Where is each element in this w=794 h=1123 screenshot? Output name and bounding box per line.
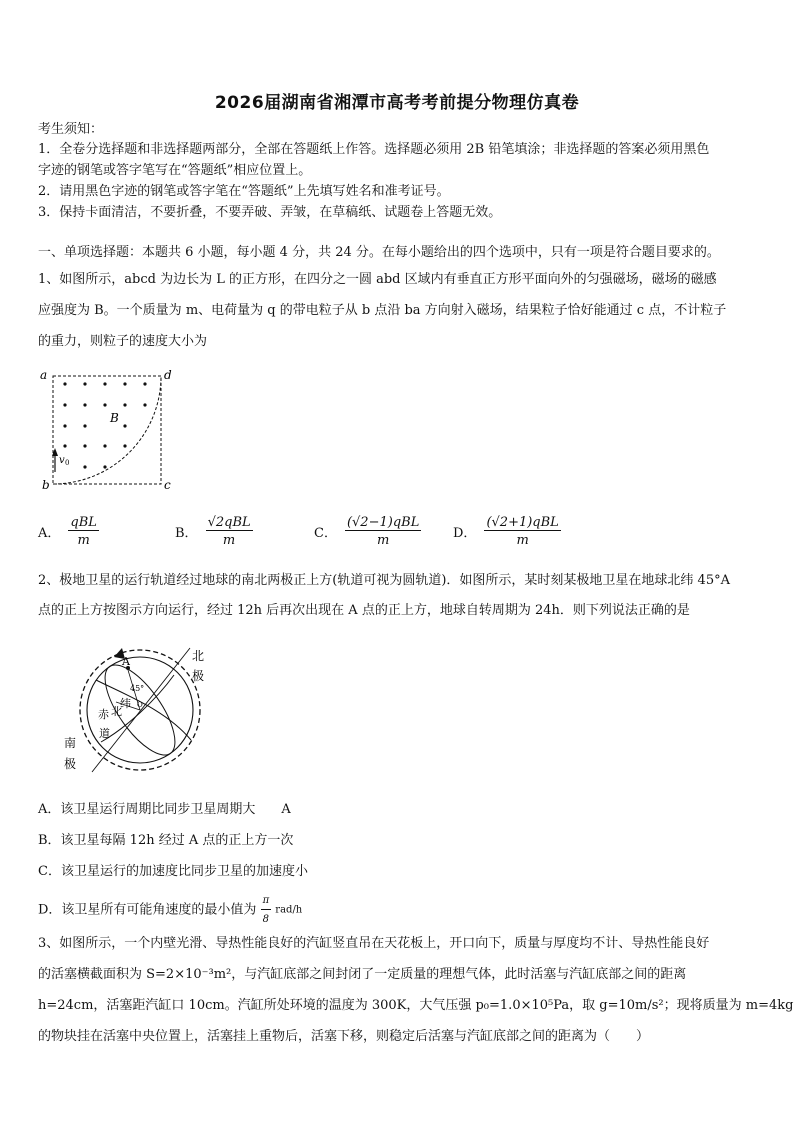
label-center-O: O [137, 701, 143, 709]
notice-item: 字迹的钢笔或答字笔写在“答题纸”相应位置上。 [38, 163, 312, 178]
label-a: a [40, 368, 48, 382]
question-1-option-c[interactable]: C． $\frac{\text{(√2−1)qBL}}{m}$ [314, 515, 420, 548]
label-south: 南 [64, 736, 77, 750]
label-north: 北 [192, 649, 205, 663]
label-45-degrees: 45° [130, 684, 145, 693]
label-field-B: B [110, 411, 119, 425]
notice-heading: 考生须知： [38, 122, 104, 137]
question-1-option-d[interactable]: D． $\frac{\text{(√2+1)qBL}}{m}$ [453, 515, 559, 548]
question-1-text: 应强度为 B。一个质量为 m、电荷量为 q 的带电粒子从 b 点沿 ba 方向射入磁场，结果粒子恰好能通过 c 点，不计粒子 [38, 303, 727, 318]
question-3-text: h=24cm，活塞距汽缸口 10cm。汽缸所处环境的温度为 300K，大气压强 p₀=1.0×10⁵Pa，取 g=10m/s²；现将质量为 m=4kg [38, 998, 794, 1013]
question-3-text: 3、如图所示，一个内壁光滑、导热性能良好的汽缸竖直吊在天花板上，开口向下，质量与厚度均不计、导热性能良好 [38, 936, 710, 951]
square-magnetic-field-figure [36, 364, 176, 492]
label-point-A: A [122, 655, 130, 668]
notice-item: 1．全卷分选择题和非选择题两部分，全部在答题纸上作答。选择题必须用 2B 铅笔填涂；非选择题的答案必须用黑色 [38, 142, 710, 157]
question-2-option-c[interactable]: C．该卫星运行的加速度比同步卫星的加速度小 [38, 864, 308, 879]
label-v0: v [59, 455, 65, 466]
label-latitude-char: 北 [111, 705, 122, 718]
question-2-option-d[interactable]: D．该卫星所有可能角速度的最小值为 $\frac{\pi}{8}$ rad/h [38, 895, 303, 925]
label-c: c [164, 478, 171, 492]
question-2-option-b[interactable]: B．该卫星每隔 12h 经过 A 点的正上方一次 [38, 833, 294, 848]
label-b: b [42, 478, 50, 492]
label-latitude-char: 纬 [120, 697, 131, 710]
label-pole: 极 [192, 669, 205, 683]
section-heading: 一、单项选择题：本题共 6 小题，每小题 4 分，共 24 分。在每小题给出的四个选项中，只有一项是符合题目要求的。 [38, 245, 720, 260]
question-3-text: 的物块挂在活塞中央位置上，活塞挂上重物后，活塞下移，则稳定后活塞与汽缸底部之间的距离为（ ） [38, 1029, 650, 1044]
question-1-text: 1、如图所示，abcd 为边长为 L 的正方形，在四分之一圆 abd 区域内有垂直正方形平面向外的匀强磁场，磁场的磁感 [38, 272, 717, 287]
question-3-text: 的活塞横截面积为 S=2×10⁻³m²，与汽缸底部之间封闭了一定质量的理想气体，此时活塞与汽缸底部之间的距离 [38, 967, 687, 982]
polar-satellite-figure [56, 640, 226, 780]
notice-item: 3．保持卡面清洁，不要折叠，不要弄破、弄皱，在草稿纸、试题卷上答题无效。 [38, 205, 502, 220]
label-v0-subscript: 0 [65, 459, 70, 467]
magnetic-field-dots [63, 382, 146, 468]
label-pole: 极 [64, 757, 77, 771]
label-equator-char: 道 [99, 727, 110, 740]
question-1-option-a[interactable]: A． $\frac{\text{qBL}}{m}$ [38, 515, 97, 548]
label-d: d [164, 368, 172, 382]
question-1-option-b[interactable]: B． $\frac{\text{√2qBL}}{m}$ [175, 515, 251, 548]
question-2-option-a[interactable]: A．该卫星运行周期比同步卫星周期大 A [38, 802, 291, 817]
question-2-text: 点的正上方按图示方向运行，经过 12h 后再次出现在 A 点的正上方，地球自转周期为 24h．则下列说法正确的是 [38, 603, 690, 618]
question-2-text: 2、极地卫星的运行轨道经过地球的南北两极正上方(轨道可视为圆轨道)．如图所示，某时刻某极地卫星在地球北纬 45°A [38, 573, 730, 588]
page-title: 2026届湖南省湘潭市高考考前提分物理仿真卷 [214, 93, 580, 113]
question-1-text: 的重力，则粒子的速度大小为 [38, 334, 208, 349]
notice-item: 2．请用黑色字迹的钢笔或答字笔在“答题纸”上先填写姓名和准考证号。 [38, 184, 450, 199]
label-equator-char: 赤 [98, 708, 109, 721]
